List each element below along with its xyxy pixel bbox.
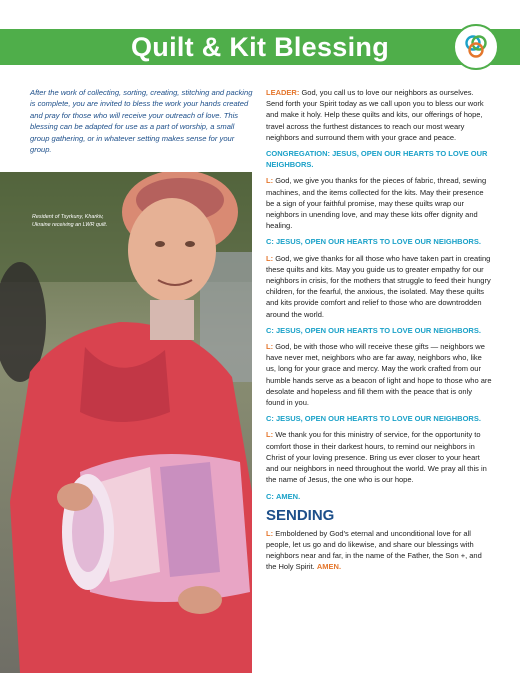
response-text-2: JESUS, OPEN OUR HEARTS TO LOVE OUR NEIGHBORS. <box>276 237 481 247</box>
congregation-response-3 <box>266 325 492 336</box>
leader-paragraph-3 <box>266 253 492 320</box>
title-banner <box>0 29 520 65</box>
l-label: L: <box>266 528 274 538</box>
woman-with-quilt-photo <box>0 172 252 673</box>
sending-heading: SENDING <box>266 506 335 524</box>
c-label: C: <box>266 414 274 424</box>
response-text: JESUS, OPEN OUR HEARTS TO LOVE OUR NEIGHBORS. <box>266 149 488 170</box>
leader-text-3: God, we give thanks for all those who have taken part in creating these quilts and kits. May you guide us to greater empathy for our neighbors in crisis, for the mothers that struggle to feed their hungry children, for the fearful, the anxious, the isolated. May these quilts and kits provide comfort and relief to those who are downtrodden around the world. <box>266 253 491 319</box>
leader-paragraph-5 <box>266 429 492 485</box>
sending-text: Emboldened by God's eternal and unconditional love for all people, let us go and do likewise, and share our blessings with neighbors near and far, in the name of the Father, the Son +, and the Holy Spirit. <box>266 528 482 572</box>
leader-text-2: God, we give you thanks for the pieces of fabric, thread, sewing machines, and the items collected for the kits. May their presence be a sign of your faithful promise, may these quilts wrap our neighbors in unending love, and may these kits offer dignity and healing. <box>266 176 487 231</box>
congregation-amen <box>266 491 492 502</box>
c-label: C: <box>266 491 274 501</box>
l-label: L: <box>266 253 274 263</box>
leader-paragraph-4 <box>266 341 492 408</box>
leader-label: LEADER: <box>266 88 300 97</box>
leader-text-5: We thank you for this ministry of service, for the opportunity to comfort those in their darkest hours, to remind our neighbors in Christ of your loving presence. Bring us ever closer to your heart and our neighbors in need throughout the world. We pray all this in the name of Jesus, the one who is our hope. <box>266 430 487 485</box>
amen-final: AMEN. <box>316 562 342 572</box>
congregation-response-4 <box>266 413 492 424</box>
intro-paragraph: After the work of collecting, sorting, creating, stitching and packing is complete, you are invited to bless the work your hands created and pray for those who will receive your outreach of love. This blessing can be adapted for use as a part of worship, a small group gathering, or in whatever setting makes sense for your group. <box>30 88 253 155</box>
l-label: L: <box>266 430 274 440</box>
response-text-3: JESUS, OPEN OUR HEARTS TO LOVE OUR NEIGHBORS. <box>276 325 481 335</box>
response-text-4: JESUS, OPEN OUR HEARTS TO LOVE OUR NEIGHBORS. <box>276 414 481 424</box>
l-label: L: <box>266 342 274 352</box>
amen-text: AMEN. <box>276 491 301 501</box>
l-label: L: <box>266 176 274 186</box>
congregation-label: CONGREGATION: <box>266 149 331 159</box>
leader-text: God, you call us to love our neighbors as ourselves. Send forth your Spirit today as we call upon you to bless our work and make it holy. Help these quilts and kits, our offerings of hope, travel across the furthest distances to reach our most weary neighbors and surround them with your grace and peace. <box>266 88 484 142</box>
photo-caption: Resident of Tsyrkuny, Kharkiv, Ukraine receiving an LWR quilt. <box>32 214 108 228</box>
logo-rings-icon <box>462 33 490 61</box>
page-title: Quilt & Kit Blessing <box>130 32 390 62</box>
lwr-logo-icon <box>453 24 499 70</box>
leader-paragraph <box>266 87 492 143</box>
leader-text-4: God, be with those who will receive these gifts — neighbors we have never met, neighbors who are far away, neighbors who, like us, long for your grace and mercy. May the work crafted from our humble hands serve as a beacon of light and hope to those who are desolate and hopeless and fill them with the peace that is only found in you. <box>266 342 492 408</box>
sending-paragraph <box>266 528 492 573</box>
liturgy-column <box>266 87 492 578</box>
congregation-response-2 <box>266 236 492 247</box>
c-label: C: <box>266 325 274 335</box>
c-label: C: <box>266 237 274 247</box>
leader-paragraph-2 <box>266 175 492 231</box>
congregation-response <box>266 148 492 170</box>
